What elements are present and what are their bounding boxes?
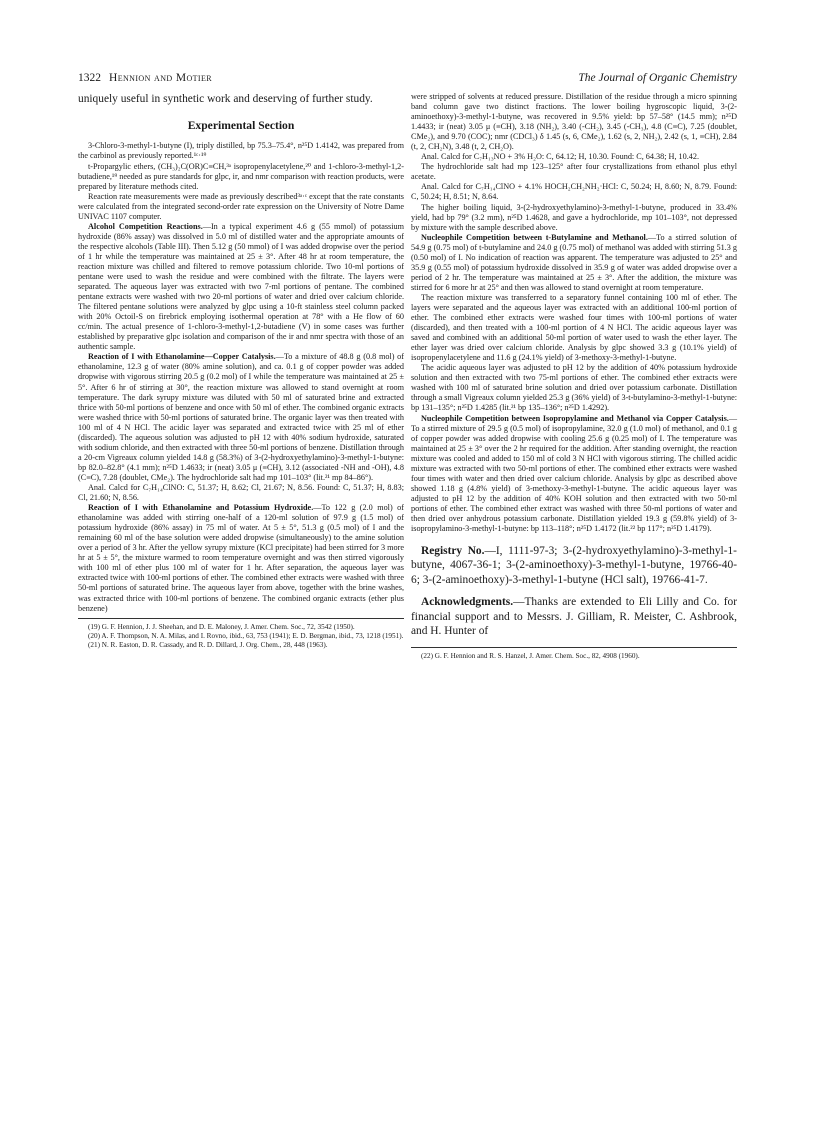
footnote: (21) N. R. Easton, D. R. Cassady, and R. D. Dillard, J. Org. Chem., 28, 448 (1963). (88, 640, 328, 649)
paragraph (78, 192, 404, 222)
paragraph (78, 162, 404, 192)
paragraph-text: —To a mixture of 48.8 g (0.8 mol) of ethanolamine, 12.3 g of water (80% amine solution), and ca. 0.1 g of copper powder was added dropwise with vigorous stirring 20.5 g (0.2 mol) of I while the temperature was maintained at 25 ± 5°. After 6 hr of stirring at 30°, the reaction mixture was allowed to stand overnight at room temperature. The dark syrupy mixture was diluted with 50 ml of saturated brine and extracted thrice with 50-ml portions of benzene and once with 50 ml of ether. The combined organic extracts were washed thrice with 50-ml portions of saturated brine. The organic layer was then treated with 100 ml of 4 N HCl. The acidic layer was separated and extracted twice with 25 ml of ether (discarded). The aqueous solution was adjusted to pH 12 with 40% sodium hydroxide, saturated with sodium chloride, and then extracted with three 50-ml portions of benzene. Distillation through a 20-cm Vigreaux column yielded 14.8 g (58.3%) of 3-(2-hydroxyethylamino)-3-methyl-1-butyne: bp 82.0–82.8° (4.1 mm); n²⁵D 1.4633; ir (neat) 3.05 μ (≡CH), 3.12 (associated -NH and -OH), 4.8 (C≡C), 7.28 (doublet, CMe₂). The hydrochloride salt had mp 101–103° (lit.²¹ mp 84–86°). (78, 352, 405, 482)
footnote: (20) A. F. Thompson, N. A. Milas, and I. Rovno, ibid., 63, 753 (1941); E. D. Bergman, ibid., 73, 1218 (1951). (88, 631, 404, 640)
paragraph-text: —To a stirred mixture of 29.5 g (0.5 mol) of isopropylamine, 32.0 g (1.0 mol) of methanol, and 0.1 g of copper powder was added dropwise with cooling 25.6 g (0.25 mol) of I. The temperature was maintained at 25 ± 3° over the 2 hr required for the addition. After standing overnight, the reaction mixture was cooled and added to 150 ml of cold 3 N HCl with vigorous stirring. The chilled acidic mixture was extracted with two 50-ml portions of ether. The combined ether extracts were washed four times with water and then dried over calcium chloride. Analysis by glpc as described above showed 1.18 g (4.8% yield) of 3-methoxy-3-methyl-1-butyne. The acidic aqueous layer was adjusted to pH 12 by the addition of 40% KOH solution and then extracted with two 50-ml portions of ether. The combined ether extract was washed with three 50-ml portions of water and then dried over anhydrous potassium carbonate. Distillation yielded 19.3 g (59.8% yield) of 3-isopropylamino-3-methyl-1-butyne: bp 113–118°; n²⁵D 1.4172 (lit.²² bp 117°; n²⁵D 1.4179). (411, 413, 737, 534)
paragraph (78, 503, 404, 614)
left-column (78, 92, 404, 650)
paragraph-text: 3-Chloro-3-methyl-1-butyne (I), triply distilled, bp 75.3–75.4°, n²⁵D 1.4142, was prepared from the carbinol as previously reported.¹ᶜ·¹⁹ (78, 141, 404, 161)
running-head-left (78, 70, 212, 86)
page-number: 1322 (78, 72, 101, 84)
paragraph-text: The reaction mixture was transferred to a separatory funnel containing 100 ml of ether. The layers were separated and the aqueous layer was extracted with an additional 100-ml portion of ether. The combined ether extracts were washed four times with 100-ml portions of water (discarded), and then treated with a 100-ml portion of 4 N HCl. The acidic aqueous layer was saved and combined with an additional 50-ml portion of water used to wash the ether layer. The ether layer was dried over calcium chloride. Analysis by glpc showed 3.3 g (10.1% yield) of isopropenylacetylene and 11.6 g (24.1% yield) of 3-methoxy-3-methyl-1-butyne. (411, 292, 737, 363)
footnote-divider (411, 647, 737, 648)
registry-text: —I, 1111-97-3; 3-(2-hydroxyethylamino)-3-methyl-1-butyne, 4067-36-1; 3-(2-aminoethoxy)-3-methyl-1-butyne, 19766-40-6; 3-(2-aminoethoxy)-3-methyl-1-butyne (HCl salt), 19766-41-7. (411, 545, 737, 586)
paragraph-heading: Reaction of I with Ethanolamine—Copper Catalysis. (88, 352, 276, 362)
journal-title: The Journal of Organic Chemistry (578, 72, 737, 84)
paragraph (78, 222, 404, 353)
acknowledgments-text: —Thanks are extended to Eli Lilly and Co. for financial support and to Messrs. J. Gilliam, R. Meister, C. Ashbrook, and H. Hunter of (411, 596, 737, 638)
running-head (78, 70, 737, 86)
paragraph-heading: Alcohol Competition Reactions. (88, 221, 203, 231)
registry-label: Registry No. (421, 545, 485, 558)
paragraph-text: Anal. Calcd for C₇H₁₄ClNO + 4.1% HOCH₂CH₂NH₂·HCl: C, 50.24; H, 8.60; N, 8.79. Found: C, 50.24; H, 8.51; N, 8.64. (411, 182, 737, 202)
paragraph (411, 293, 737, 363)
paragraph-heading: Nucleophile Competition between Isopropylamine and Methanol via Copper Catalysis. (421, 413, 729, 423)
paragraph-text: were stripped of solvents at reduced pressure. Distillation of the residue through a micro spinning band column gave two distinct fractions. The lower boiling hygroscopic liquid, 3-(2-aminoethoxy)-3-methyl-1-butyne, was recovered in 9.5% yield: bp 57–58° (14.5 mm); n²⁵D 1.4433; ir (neat) 3.05 μ (≡CH), 3.18 (NH₂), 3.40 (-CH₂), 3.45 (-CH₃), 4.8 (C≡C), 7.25 (doublet, CMe₂), and 9.70 (COC); nmr (CDCl₃) δ 1.45 (s, 6, CMe₂), 1.62 (s, 2, NH₂), 2.42 (s, 1, ≡CH), 2.84 (t, 2, CH₂N), 3.48 (t, 2, CH₂O). (411, 92, 737, 152)
footnote: (19) G. F. Hennion, J. J. Sheehan, and D. E. Maloney, J. Amer. Chem. Soc., 72, 3542 (1950). (88, 622, 355, 631)
paragraph-text: —To a stirred solution of 54.9 g (0.75 mol) of t-butylamine and 24.0 g (0.75 mol) of methanol was added with stirring 51.3 g (0.50 mol) of I. No indication of reaction was apparent. The temperature was adjusted to 25° and 35.9 g (0.55 mol) of potassium hydroxide dissolved in 35.9 g of water was added dropwise over a period of 2 hr. The temperature was maintained at 25 ± 3°. After the addition, the mixture was stirred for 6 more hr at 25° and then was allowed to stand overnight at room temperature. (411, 232, 737, 292)
intro-text: uniquely useful in synthetic work and deserving of further study. (78, 93, 373, 105)
paragraph (411, 152, 737, 162)
running-head-authors: Hennion and Motier (109, 72, 213, 84)
paragraph (78, 141, 404, 161)
paragraph-text: The higher boiling liquid, 3-(2-hydroxyethylamino)-3-methyl-1-butyne, produced in 33.4% yield, had bp 79° (3.2 mm), n²⁵D 1.4628, and gave a hydrochloride, mp 101–103°, not depressed by mixture with the sample described above. (411, 202, 737, 232)
registry-numbers (411, 544, 737, 587)
paragraph-text: Reaction rate measurements were made as previously described³ᵃ·ᶜ except that the rate constants were calculated from the integrated second-order rate expression on the University of Notre Dame UNIVAC 1107 computer. (78, 191, 404, 221)
paragraph (78, 483, 404, 503)
paragraph (411, 162, 737, 182)
footnote: (22) G. F. Hennion and R. S. Hanzel, J. Amer. Chem. Soc., 82, 4908 (1960). (421, 651, 640, 660)
paragraph (411, 182, 737, 202)
paragraph-text: The hydrochloride salt had mp 123–125° after four crystallizations from ethanol plus ethyl acetate. (411, 162, 737, 182)
paragraph-heading: Nucleophile Competition between t-Butylamine and Methanol. (421, 232, 648, 242)
section-heading: Experimental Section (187, 119, 295, 133)
acknowledgments (411, 595, 737, 638)
paragraph-text: The acidic aqueous layer was adjusted to pH 12 by the addition of 40% potassium hydroxide solution and then extracted with two 75-ml portions of ether. The combined ether extracts were washed with 100 ml of saturated brine solution and dried over potassium carbonate. Distillation through a small Vigreaux column yielded 25.3 g (36% yield) of 3-t-butylamino-3-methyl-1-butyne: bp 131–135°; n²⁵D 1.4285 (lit.²¹ bp 135–136°; n²⁵D 1.4292). (411, 363, 737, 413)
paragraph (411, 414, 737, 535)
paragraph-text: —In a typical experiment 4.6 g (55 mmol) of potassium hydroxide (86% assay) was dissolved in 5.0 ml of distilled water and the appropriate amounts of the respective alcohols (Table III). Then 5.12 g (50 mmol) of I was added dropwise over the period of 1 hr while the temperature was maintained at 25 ± 3°. After 48 hr at room temperature, the reaction mixture was chilled and filtered to remove potassium chloride. Two 10-ml portions of pentane were used to wash the residue and were combined with the filtrate. The layers were separated. The aqueous layer was extracted with two 7-ml portions of pentane. The combined pentane extracts were washed with two 20-ml portions of water and dried over calcium chloride. The filtered pentane solutions were analyzed by glpc using a 10-ft stainless steel column packed with 20% Octoil-S on firebrick employing isothermal operation at 78° with a He flow of 60 cc/min. The actual presence of 1-chloro-3-methyl-1,2-butadiene (V) in some cases was further established by preparative glpc isolation and comparison of the ir and nmr spectra with those of an authentic sample. (78, 221, 404, 352)
paragraph (411, 233, 737, 293)
paragraph-heading: Reaction of I with Ethanolamine and Potassium Hydroxide. (88, 503, 314, 513)
paragraph (411, 203, 737, 233)
paragraph (411, 92, 737, 152)
paragraph (411, 363, 737, 413)
right-column (411, 92, 737, 661)
footnote-divider (78, 618, 404, 619)
paragraph-text: —To 122 g (2.0 mol) of ethanolamine was added with stirring one-half of a 120-ml solution of 97.9 g (1.5 mol) of potassium hydroxide (86% assay) in 75 ml of water. At 5 ± 5°, 51.3 g (0.5 mol) of I and the remaining 60 ml of the base solution were added dropwise (simultaneously) to the amine solution over a period of 3 hr. After the yellow syrupy mixture (KCl precipitate) had been stirred for 3 more hr at 5 ± 5°, the mixture warmed to room temperature overnight and was then stirred vigorously with 100 ml of ether plus 100 ml of water for 1 hr. After separation, the aqueous layer was extracted twice with 100-ml portions of ether. The combined ether extracts were washed with three 50-ml portions of saturated brine. The aqueous layer from above, together with the brine washes, was extracted thrice with 100-ml portions of benzene. The combined organic extracts (ether plus benzene) (78, 503, 404, 613)
paragraph (78, 352, 404, 483)
paragraph-text: Anal. Calcd for C₇H₁₄ClNO: C, 51.37; H, 8.62; Cl, 21.67; N, 8.56. Found: C, 51.37; H, 8.83; Cl, 21.60; N, 8.56. (78, 483, 404, 503)
paragraph-text: t-Propargylic ethers, (CH₃)₂C(OR)C≡CH,³ᵃ isopropenylacetylene,²⁰ and 1-chloro-3-methyl-1,2-butadiene,¹⁹ needed as pure standards for glpc, ir, and nmr comparison with reaction products, were prepared by literature methods cited. (78, 161, 405, 191)
acknowledgments-label: Acknowledgments. (421, 596, 514, 609)
paragraph-text: Anal. Calcd for C₇H₁₃NO + 3% H₂O: C, 64.12; H, 10.30. Found: C, 64.38; H, 10.42. (421, 152, 700, 162)
